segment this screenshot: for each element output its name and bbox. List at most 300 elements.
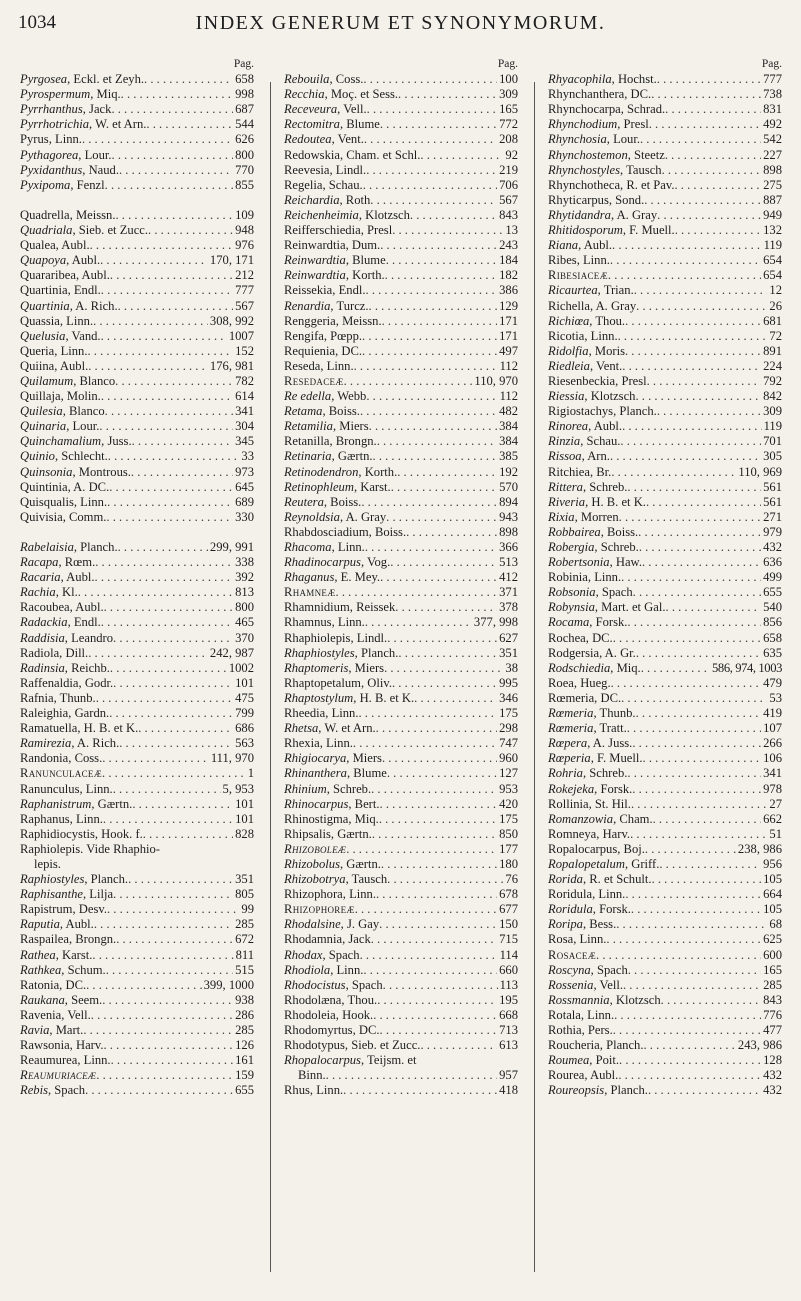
index-entry (20, 283, 254, 298)
genus-name: Rhexia (284, 736, 320, 751)
dot-leader (398, 87, 497, 102)
dot-leader (631, 797, 767, 812)
authority: , Thou. (589, 313, 626, 328)
page-ref: 687 (235, 102, 254, 117)
authority: , Bert. (348, 796, 380, 811)
dot-leader (360, 404, 497, 419)
page-ref: 159 (235, 1068, 254, 1083)
index-entry (548, 525, 782, 540)
index-entry (20, 782, 254, 797)
dot-leader (616, 917, 767, 932)
page-label: Pag. (761, 58, 782, 70)
page-ref: 499 (763, 570, 782, 585)
page-ref: 161 (235, 1053, 254, 1068)
page-ref: 482 (499, 404, 518, 419)
dot-leader (614, 1008, 761, 1023)
page-ref: 561 (763, 479, 782, 494)
genus-name: Quillaja (20, 389, 61, 404)
genus-name: Rorida (548, 872, 583, 887)
authority: , Vog. (360, 555, 391, 570)
dot-leader (111, 1053, 234, 1068)
index-entry (284, 434, 518, 449)
authority: , Dum. (345, 238, 381, 253)
index-entry (284, 148, 518, 163)
dot-leader (336, 585, 498, 600)
authority: , Boiss. (600, 524, 639, 539)
genus-name: Randonia (20, 751, 69, 766)
page-ref: 101 (235, 675, 254, 690)
authority: , Turcz. (330, 298, 369, 313)
authority: , Presl (615, 373, 647, 388)
page-ref: 976 (235, 238, 254, 253)
index-entry (20, 510, 254, 525)
index-entry (284, 706, 518, 721)
genus-name: Reutera (284, 494, 324, 509)
authority: , A. Gray (589, 298, 637, 313)
page-ref: 195 (499, 992, 518, 1007)
genus-name: Quartinia (20, 283, 68, 298)
page-ref: 540 (763, 600, 782, 615)
page-ref: 432 (763, 540, 782, 554)
genus-name: Rhyacophila (548, 72, 612, 87)
genus-name: Rhizobolus (284, 856, 340, 871)
genus-name: Rhus (284, 1083, 310, 1098)
index-entry (284, 691, 518, 706)
authority: , Bess. (582, 917, 617, 932)
index-entry (548, 1023, 782, 1038)
page-ref: 777 (235, 283, 254, 298)
dot-leader (106, 510, 233, 525)
dot-leader (665, 148, 761, 163)
authority: , Blanco (73, 373, 116, 388)
index-entry (548, 721, 782, 736)
page-header (18, 12, 783, 38)
authority: , Leandro (64, 630, 114, 645)
page-ref: 465 (235, 615, 254, 630)
page-ref: 544 (235, 117, 254, 132)
authority: , Gardn. (68, 706, 110, 721)
index-entry (284, 480, 518, 495)
dot-leader (131, 465, 233, 480)
authority: Vide Rhaphio- (83, 841, 160, 856)
genus-name: Pyrgosea (20, 72, 68, 87)
authority: , Schreb. (582, 479, 628, 494)
authority: , Aubl. (60, 570, 95, 585)
index-column-3 (548, 57, 782, 1098)
genus-name: Reissekia (284, 283, 333, 298)
page-ref: 497 (499, 343, 518, 358)
authority: , Pers. (581, 1023, 613, 1037)
genus-name: Ramirezia (20, 736, 72, 751)
page-ref: 309 (763, 404, 782, 419)
authority: , Boiss. (323, 494, 362, 509)
page-ref: 561 (763, 494, 782, 509)
authority: , Boj. (617, 841, 645, 856)
authority: , Fenzl (70, 177, 105, 192)
authority: , Dill. (59, 645, 89, 660)
authority: , Coss. (68, 751, 103, 766)
genus-name: Rœpera (548, 736, 588, 751)
index-entry (284, 887, 518, 902)
index-entry (20, 299, 254, 314)
page-ref: 943 (499, 509, 518, 524)
dot-leader (611, 465, 736, 480)
authority: , H. B. et K. (77, 721, 139, 736)
authority: , Linn. (331, 540, 365, 554)
genus-name: Rotala (548, 1007, 581, 1022)
index-entry (548, 268, 782, 283)
page-ref: 305 (763, 449, 782, 464)
authority: , Oliv. (360, 675, 392, 690)
index-entry (284, 449, 518, 464)
dot-leader (675, 178, 762, 193)
genus-name: Retinodendron (284, 464, 359, 479)
index-entry (548, 480, 782, 495)
genus-name: Raffenaldia (20, 675, 79, 690)
page-ref: 171 (499, 313, 518, 328)
genus-name: Rhizobotrya (284, 872, 346, 887)
dot-leader (665, 102, 761, 117)
genus-name: Redowskia (284, 147, 340, 162)
page-ref: 105 (763, 902, 782, 917)
dot-leader (343, 1083, 497, 1098)
page-ref: 112 (499, 358, 518, 373)
dot-leader (627, 480, 761, 495)
genus-name: Rhynchostemon (548, 147, 628, 162)
dot-leader (613, 1023, 761, 1038)
page-ref: 309 (499, 87, 518, 102)
dot-leader (101, 329, 227, 344)
genus-name: Roscyna (548, 962, 591, 977)
genus-name: Rhodomyrtus (284, 1023, 353, 1037)
page-ref: 542 (763, 132, 782, 147)
index-entry (20, 208, 254, 223)
page-ref: 701 (763, 434, 782, 449)
dot-leader (635, 389, 761, 404)
dot-leader (118, 299, 233, 314)
authority: , A. Juss. (587, 736, 633, 751)
dot-leader (372, 827, 497, 842)
dot-leader (611, 676, 761, 691)
authority: , Roth (339, 192, 371, 207)
authority: , Reichb. (64, 660, 110, 675)
authority: , Poit. (589, 1053, 620, 1068)
index-entry (284, 72, 518, 87)
index-entry (548, 132, 782, 147)
authority: , Linn. (584, 328, 618, 343)
authority: , Trian. (597, 283, 634, 298)
index-entry (284, 872, 518, 887)
dot-leader (395, 600, 497, 615)
dot-leader (90, 238, 233, 253)
dot-leader (657, 404, 761, 419)
dot-leader (373, 449, 498, 464)
genus-name: Quisqualis (20, 494, 74, 509)
page-ref: 850 (499, 826, 518, 841)
dot-leader (88, 344, 234, 359)
index-entry (548, 993, 782, 1008)
index-entry (548, 404, 782, 419)
dot-leader (380, 1023, 498, 1038)
dot-leader (363, 963, 497, 978)
genus-name: Rhinostigma (284, 811, 349, 826)
dot-leader (128, 872, 233, 887)
authority: , A. Gray (339, 509, 387, 524)
page-ref: 811 (235, 947, 254, 962)
genus-name: Quararibea (20, 268, 76, 283)
authority: , Lindl. (329, 162, 367, 177)
genus-name: Reseda (284, 358, 321, 373)
dot-leader (610, 253, 761, 268)
genus-name: Rhodoleia (284, 1007, 336, 1022)
genus-name: Rachia (20, 585, 56, 600)
index-entry (548, 299, 782, 314)
index-entry (20, 449, 254, 464)
dot-leader (362, 344, 497, 359)
dot-leader (596, 948, 761, 963)
genus-name: Robinia (548, 570, 588, 585)
genus-name: Riedleia (548, 358, 590, 373)
genus-name: Rapistrum (20, 902, 73, 917)
index-entry (548, 978, 782, 993)
genus-name: Riessia (548, 389, 585, 404)
dot-leader (146, 117, 233, 132)
genus-name: Ramatuella (20, 721, 78, 736)
authority: , W. et Arn. (89, 117, 147, 132)
page-ref: 772 (499, 117, 518, 132)
authority: , Linn. (580, 1007, 615, 1022)
authority: , Sieb. et Zucc. (344, 1038, 421, 1053)
page-ref: 51 (769, 826, 782, 841)
index-entry (284, 525, 518, 540)
authority: , Linn. (319, 736, 353, 751)
authority: , Endl. (332, 283, 366, 298)
page-ref: 275 (763, 177, 782, 192)
genus-name: Rebouila (284, 72, 330, 87)
authority: , Mart. et Gal. (594, 600, 666, 615)
authority: , Linn. (320, 358, 354, 373)
genus-name: Quadrella (20, 207, 70, 222)
dot-leader (645, 842, 736, 857)
genus-name: Retanilla (284, 434, 330, 449)
genus-name: Rhamnus (284, 615, 332, 630)
dot-leader (636, 299, 767, 314)
dot-leader (628, 963, 761, 978)
page-ref: 898 (763, 162, 782, 177)
dot-leader (109, 480, 233, 495)
page-ref: 978 (763, 781, 782, 796)
page-ref: 109 (235, 207, 254, 222)
dot-leader (105, 404, 233, 419)
genus-name: Riana (548, 238, 579, 253)
genus-name: Raphiolepis. (20, 841, 84, 856)
dot-leader (612, 238, 762, 253)
dot-leader (387, 766, 497, 781)
page-ref: 1 (247, 766, 254, 781)
genus-name: Rokejeka (548, 781, 595, 796)
dot-leader (606, 932, 761, 947)
authority: , Linn. (309, 1083, 344, 1098)
authority: , Thunb. (593, 706, 636, 721)
page-ref: 175 (499, 706, 518, 721)
index-entry (20, 117, 254, 132)
dot-leader (618, 1068, 761, 1083)
index-entry (284, 208, 518, 223)
index-entry (548, 1038, 782, 1053)
index-entry (548, 676, 782, 691)
page-ref: 72 (769, 328, 782, 343)
dot-leader (99, 419, 233, 434)
genus-name: Reichenheimia (284, 207, 359, 222)
index-column-2 (284, 57, 518, 1098)
page-ref: 112 (499, 389, 518, 404)
index-entry (284, 329, 518, 344)
genus-name: Reinwardtia (284, 253, 346, 268)
page-ref: 378 (499, 600, 518, 615)
dot-leader (380, 238, 497, 253)
genus-name: Radinsia (20, 660, 65, 675)
page-ref: 979 (763, 524, 782, 539)
index-entry (20, 751, 254, 766)
genus-name: Rittera (548, 479, 583, 494)
page-ref: 678 (499, 887, 518, 902)
authority: , Spach (345, 977, 383, 992)
authority: , A. Gr. (599, 645, 636, 660)
dot-leader (380, 797, 498, 812)
index-entry (548, 585, 782, 600)
page-ref: 127 (499, 766, 518, 781)
authority: , Meissn. (335, 313, 382, 328)
dot-leader (132, 797, 233, 812)
page-ref: 366 (499, 540, 518, 554)
genus-name: Pyrrhotrichia (20, 117, 90, 132)
authority: , Aubl. (55, 238, 90, 253)
index-entry (548, 314, 782, 329)
genus-name: Rochea (548, 630, 586, 645)
authority: , Planch. (354, 645, 399, 660)
dot-leader (641, 661, 710, 676)
genus-name: Quapoya (20, 253, 67, 268)
authority: , Linn. (73, 494, 108, 509)
page-label: Pag. (233, 58, 254, 70)
authority: , H. B. et K. (353, 690, 415, 705)
authority: , Thunb. (53, 690, 96, 705)
index-entry (20, 872, 254, 887)
index-entry (284, 359, 518, 374)
index-entry (548, 932, 782, 947)
dot-leader (380, 117, 497, 132)
genus-name: Rhyticarpus (548, 192, 609, 207)
dot-leader (640, 132, 761, 147)
genus-name: Rhigiocarya (284, 751, 347, 766)
genus-name: Raphisanthe (20, 887, 83, 902)
page-ref: 635 (763, 645, 782, 660)
genus-name: Radackia (20, 615, 68, 630)
genus-name: Rhaptostylum (284, 690, 354, 705)
page-ref: 515 (235, 962, 254, 977)
page-ref: 111, 970 (210, 751, 254, 766)
dot-leader (382, 751, 497, 766)
index-entry (20, 797, 254, 812)
index-entry (548, 102, 782, 117)
dot-leader (101, 283, 233, 298)
page-ref: 800 (235, 600, 254, 615)
authority: , Schau. (322, 177, 363, 192)
index-entry (20, 540, 254, 555)
page-ref: 658 (235, 72, 254, 87)
genus-name: Rœmeria (548, 721, 594, 736)
genus-name: Redoutea (284, 132, 332, 147)
genus-name: Rossenia (548, 977, 594, 992)
genus-name: Rhizophoreæ (284, 902, 355, 917)
authority: , H. B. et K. (585, 494, 646, 509)
genus-name: Quassia (20, 313, 60, 328)
authority: , Aubl. (588, 419, 623, 434)
authority: , Linn. (325, 706, 359, 721)
index-entry (20, 902, 254, 917)
dot-leader (662, 163, 762, 178)
index-entry (284, 283, 518, 298)
index-entry (20, 404, 254, 419)
dot-leader (420, 148, 503, 163)
index-entry (548, 1068, 782, 1083)
authority: , Forsk. (592, 902, 631, 917)
genus-name: Ranunculus (20, 781, 80, 796)
genus-name: Rhabdosciadium (284, 524, 369, 539)
authority: , Aubl. (54, 358, 89, 373)
page-title: INDEX GENERUM ET SYNONYMORUM. (195, 12, 606, 34)
genus-name: Rhamneæ (284, 585, 336, 600)
page-ref: 242, 987 (209, 645, 254, 660)
dot-leader (105, 178, 233, 193)
page-ref: 385 (499, 449, 518, 464)
index-entry (548, 1053, 782, 1068)
page-ref: 681 (763, 313, 782, 328)
page-ref: 668 (499, 1007, 518, 1022)
page-ref: 998 (235, 87, 254, 102)
authority: , DC. (624, 87, 652, 102)
page-ref: 92 (505, 147, 518, 162)
dot-leader (410, 208, 497, 223)
authority: , W. et Arn. (318, 721, 376, 736)
dot-leader (94, 917, 233, 932)
index-entry (284, 842, 518, 857)
genus-name: Rhaphiostyles (284, 645, 355, 660)
page-ref: 715 (499, 932, 518, 947)
authority: , Seem. (64, 992, 103, 1007)
authority: , Comm. (62, 509, 107, 524)
authority: , Steetz (627, 147, 665, 162)
index-entry (548, 389, 782, 404)
authority: , Harv. (596, 826, 631, 841)
index-entry (548, 661, 782, 676)
dot-leader (118, 540, 208, 555)
page-ref: 370 (235, 630, 254, 645)
authority: , Tausch (345, 872, 388, 887)
genus-name: Rhinanthera (284, 766, 347, 781)
genus-name: Ravenia (20, 1007, 62, 1022)
page-ref: 271 (763, 509, 782, 524)
page-ref: 432 (763, 1083, 782, 1098)
authority: , Spach (47, 1083, 86, 1098)
index-entry-continuation (284, 1068, 518, 1083)
page-ref: 119 (763, 419, 782, 434)
authority: , Moris (588, 343, 625, 358)
authority: , Endl. (67, 283, 101, 298)
page-ref: 384 (499, 434, 518, 449)
page-ref: 887 (763, 192, 782, 207)
dot-leader (619, 1053, 761, 1068)
